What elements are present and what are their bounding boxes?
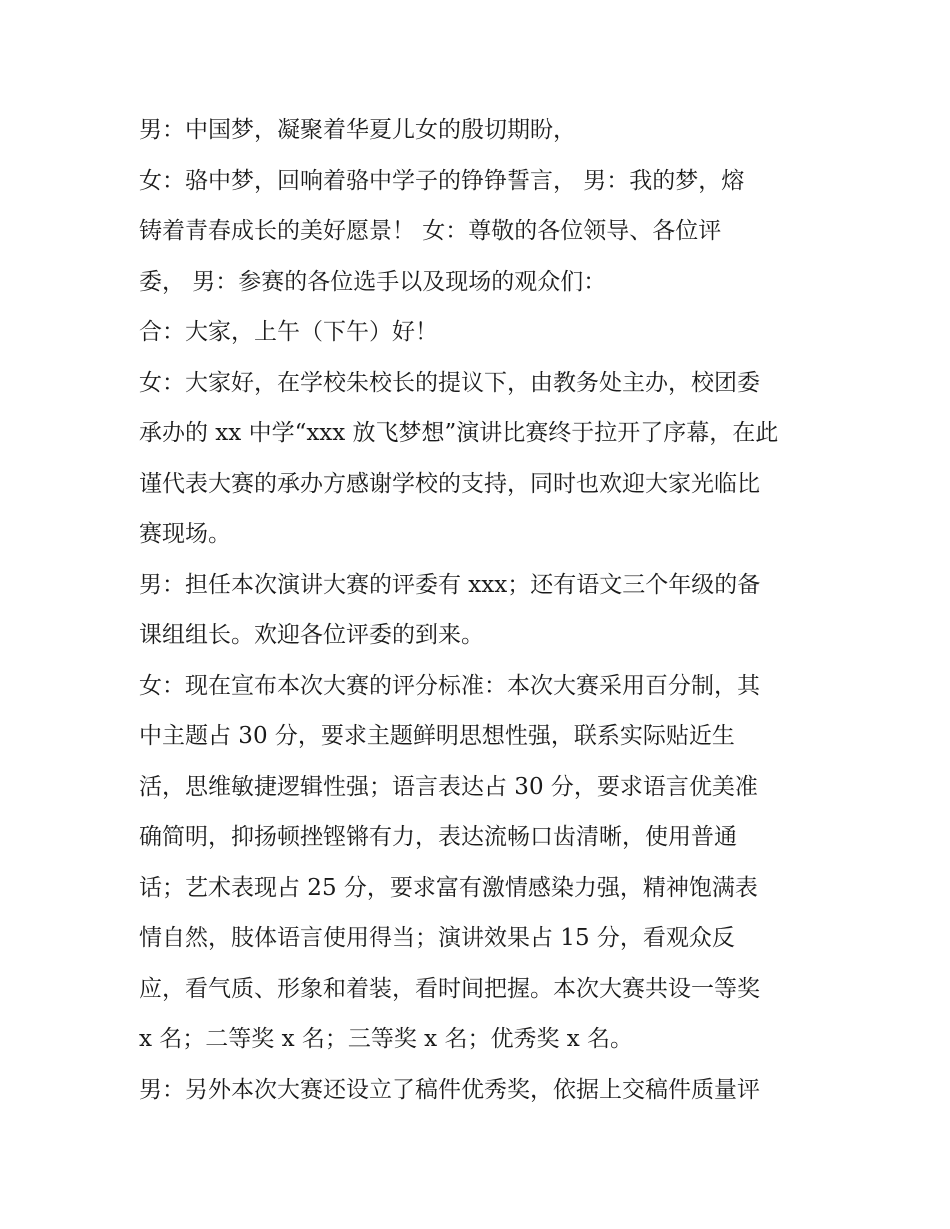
document-body	[139, 105, 819, 1115]
text-line: 铸着青春成长的美好愿景！ 女：尊敬的各位领导、各位评	[139, 218, 722, 244]
text-line: 谨代表大赛的承办方感谢学校的支持，同时也欢迎大家光临比	[139, 470, 760, 497]
text-line: 中主题占 30 分，要求主题鲜明思想性强，联系实际贴近生	[139, 723, 735, 749]
text-line: x 名；二等奖 x 名；三等奖 x 名；优秀奖 x 名。	[139, 1026, 634, 1052]
text-line: 合：大家，上午（下午）好！	[139, 319, 438, 345]
text-line: 赛现场。	[139, 521, 231, 547]
text-line: 活，思维敏捷逻辑性强；语言表达占 30 分，要求语言优美准	[139, 773, 758, 800]
text-line: 应，看气质、形象和着装，看时间把握。本次大赛共设一等奖	[139, 975, 760, 1002]
text-line: 委， 男：参赛的各位选手以及现场的观众们：	[139, 268, 607, 295]
text-line: 女：骆中梦，回响着骆中学子的铮铮誓言， 男：我的梦，熔	[139, 167, 745, 194]
text-line: 男：中国梦，凝聚着华夏儿女的殷切期盼，	[139, 117, 576, 143]
text-line: 男：另外本次大赛还设立了稿件优秀奖，依据上交稿件质量评	[139, 1076, 760, 1103]
text-line: 话；艺术表现占 25 分，要求富有激情感染力强，精神饱满表	[139, 874, 758, 901]
text-line: 课组组长。欢迎各位评委的到来。	[139, 622, 484, 648]
text-line: 情自然，肢体语言使用得当；演讲效果占 15 分，看观众反	[139, 925, 735, 951]
text-line: 女：大家好，在学校朱校长的提议下，由教务处主办，校团委	[139, 369, 760, 396]
text-line: 女：现在宣布本次大赛的评分标准：本次大赛采用百分制，其	[139, 672, 760, 699]
text-line: 男：担任本次演讲大赛的评委有 xxx；还有语文三个年级的备	[139, 571, 761, 598]
text-line: 确简明，抑扬顿挫铿锵有力，表达流畅口齿清晰，使用普通	[139, 824, 737, 850]
text-line: 承办的 xx 中学“xxx 放飞梦想”演讲比赛终于拉开了序幕，在此	[139, 420, 779, 446]
